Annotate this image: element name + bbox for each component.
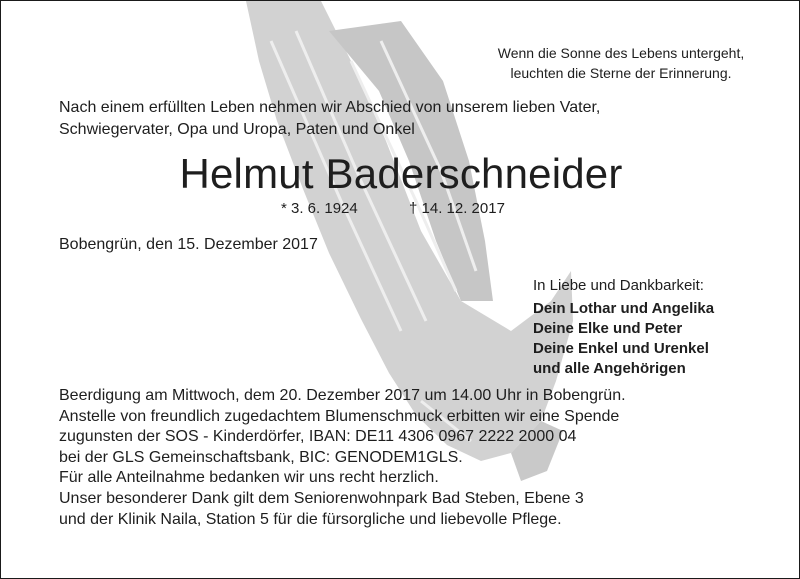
mourner-line: Deine Enkel und Urenkel <box>533 340 709 357</box>
motto <box>478 43 764 83</box>
motto-line: leuchten die Sterne der Erinnerung. <box>510 65 732 81</box>
details-line: zugunsten der SOS - Kinderdörfer, IBAN: DE11 4306 0967 2222 2000 04 <box>59 428 577 446</box>
mourner-line: Dein Lothar und Angelika <box>533 300 715 317</box>
birth-date: * 3. 6. 1924 <box>281 200 358 217</box>
intro-text <box>59 97 600 141</box>
details-line: Anstelle von freundlich zugedachtem Blumenschmuck erbitten wir eine Spende <box>59 407 620 425</box>
details-line: bei der GLS Gemeinschaftsbank, BIC: GENODEM1GLS. <box>59 448 463 466</box>
mourner-line: Deine Elke und Peter <box>533 320 683 337</box>
mourners-list <box>533 299 714 379</box>
intro-line: Nach einem erfüllten Leben nehmen wir Abschied von unserem lieben Vater, <box>59 99 601 116</box>
details-line: Für alle Anteilnahme bedanken wir uns recht herzlich. <box>59 469 439 487</box>
deceased-name: Helmut Baderschneider <box>179 150 623 197</box>
funeral-details <box>59 386 626 530</box>
details-line: Unser besonderer Dank gilt dem Seniorenwohnpark Bad Steben, Ebene 3 <box>59 489 584 507</box>
love-line: In Liebe und Dankbarkeit: <box>533 277 704 294</box>
death-date: † 14. 12. 2017 <box>409 200 505 217</box>
intro-line: Schwiegervater, Opa und Uropa, Paten und Onkel <box>59 121 415 138</box>
motto-line: Wenn die Sonne des Lebens untergeht, <box>497 45 745 61</box>
place-date: Bobengrün, den 15. Dezember 2017 <box>59 236 318 253</box>
mourner-line: und alle Angehörigen <box>533 360 686 377</box>
details-line: Beerdigung am Mittwoch, dem 20. Dezember 2017 um 14.00 Uhr in Bobengrün. <box>59 387 626 404</box>
details-line: und der Klinik Naila, Station 5 für die fürsorgliche und liebevolle Pflege. <box>59 510 562 528</box>
